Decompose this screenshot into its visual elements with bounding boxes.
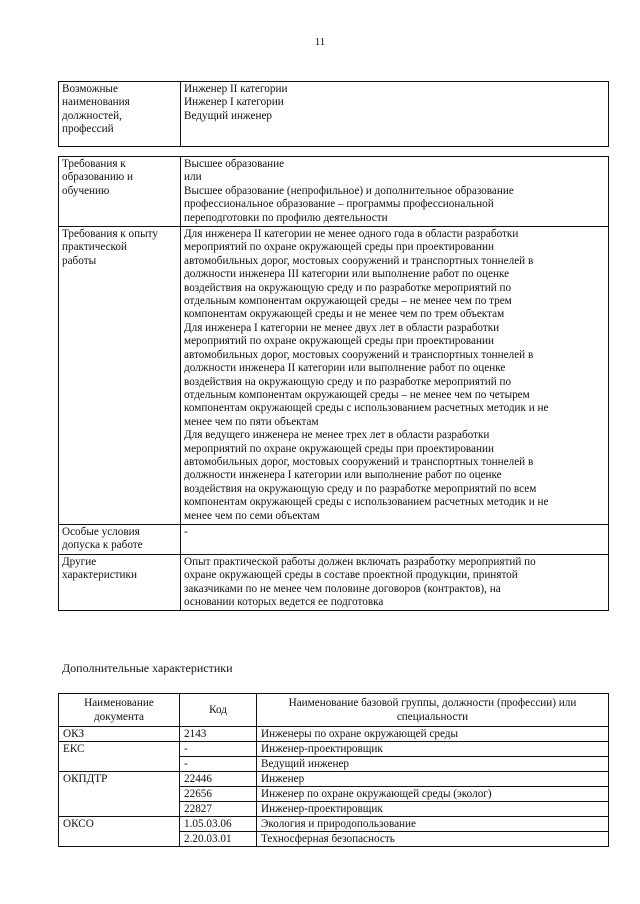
header-line: специальности [396, 711, 469, 723]
header-line: документа [93, 711, 145, 723]
label-line: Требования к [62, 158, 126, 170]
text-line: воздействия на окружающую среду и по разработке мероприятий по [184, 281, 512, 294]
code-cell: 22827 [180, 802, 257, 817]
name-cell: Техносферная безопасность [257, 832, 609, 847]
name-cell: Ведущий инженер [257, 757, 609, 772]
label-line: Требования к опыту [62, 228, 158, 241]
code-cell: - [180, 742, 257, 757]
text-line: должности инженера III категории или выполнение работ по оценке [184, 268, 510, 281]
doc-cell: ЕКС [59, 742, 180, 772]
doc-cell: ОКЗ [59, 727, 180, 742]
code-header: Код [180, 694, 257, 727]
text-line: Опыт практической работы должен включать разработку мероприятий по [184, 555, 536, 568]
label-line: характеристики [62, 569, 137, 582]
text-line: Высшее образование (непрофильное) и дополнительное образование [184, 184, 514, 197]
label-line: образованию и [62, 171, 134, 184]
additional-header-row [59, 694, 609, 727]
code-cell: 2143 [180, 727, 257, 742]
text-line: должности инженера II категории или выполнение работ по оценке [184, 362, 506, 375]
text-line: компонентам окружающей среды и не менее чем по трем объектам [184, 308, 505, 321]
experience-label [59, 227, 181, 525]
positions-label [59, 82, 181, 147]
name-cell: Инженер-проектировщик [257, 802, 609, 817]
header-line: Наименование [84, 697, 154, 709]
text-line: переподготовки по профилю деятельности [184, 211, 388, 224]
label-line: должностей, [62, 109, 122, 122]
experience-row [59, 227, 609, 525]
text-line: заказчиками по не менее чем половине договоров (контрактов), на [184, 582, 501, 595]
label-line: профессий [62, 123, 114, 136]
position-title: Инженер II категории [184, 83, 288, 95]
text-line: автомобильных дорог, мостовых сооружений и транспортных тоннелей в [184, 254, 534, 267]
text-line: отдельным компонентам окружающей среды – не менее чем по четырем [184, 388, 530, 401]
other-value [181, 554, 609, 611]
text-line: компонентам окружающей среды с использованием расчетных методик и не [184, 496, 549, 509]
code-cell: - [180, 757, 257, 772]
text-line: автомобильных дорог, мостовых сооружений и транспортных тоннелей в [184, 455, 534, 468]
positions-values [181, 82, 609, 147]
name-header [257, 694, 609, 727]
label-line: Особые условия [62, 525, 140, 538]
table-row [59, 727, 609, 742]
text-line: отдельным компонентам окружающей среды – не менее чем по трем [184, 295, 512, 308]
text-line: Высшее образование [184, 158, 285, 170]
positions-table [58, 81, 609, 147]
other-row [59, 554, 609, 611]
name-cell: Экология и природопользование [257, 817, 609, 832]
label-line: допуска к работе [62, 539, 143, 552]
text-line: должности инженера I категории или выполнение работ по оценке [184, 469, 502, 482]
additional-heading: Дополнительные характеристики [62, 661, 233, 675]
requirements-table [58, 156, 609, 611]
text-line: автомобильных дорог, мостовых сооружений и транспортных тоннелей в [184, 348, 534, 361]
page-number: 11 [314, 36, 326, 48]
text-line: компонентам окружающей среды с использованием расчетных методик и не [184, 402, 549, 415]
text-line: охране окружающей среды в составе проектной продукции, принятой [184, 569, 518, 582]
text-line: профессиональное образование – программы профессиональной [184, 198, 494, 211]
education-value [181, 157, 609, 227]
label-line: наименования [62, 96, 130, 109]
table-row [59, 817, 609, 832]
education-row [59, 157, 609, 227]
special-conditions-label [59, 524, 181, 554]
text-line: мероприятий по охране окружающей среды при проектировании [184, 335, 494, 348]
position-title: Ведущий инженер [184, 109, 273, 122]
additional-table [58, 693, 609, 847]
experience-value [181, 227, 609, 525]
education-label [59, 157, 181, 227]
special-conditions-row [59, 524, 609, 554]
text-line: менее чем по семи объектам [184, 509, 320, 522]
text-line: Для инженера II категории не менее одного года в области разработки [184, 228, 519, 241]
position-title: Инженер I категории [184, 96, 284, 109]
other-label [59, 554, 181, 611]
text-line: мероприятий по охране окружающей среды при проектировании [184, 241, 494, 254]
label-line: практической [62, 241, 127, 254]
label-line: Возможные [62, 83, 118, 95]
text-line: Для инженера I категории не менее двух лет в области разработки [184, 321, 500, 334]
code-cell: 2.20.03.01 [180, 832, 257, 847]
name-cell: Инженеры по охране окружающей среды [257, 727, 609, 742]
code-cell: 22446 [180, 772, 257, 787]
name-cell: Инженер [257, 772, 609, 787]
doc-cell: ОКПДТР [59, 772, 180, 817]
text-line: Для ведущего инженера не менее трех лет в области разработки [184, 429, 490, 442]
text-line: мероприятий по охране окружающей среды при проектировании [184, 442, 494, 455]
text-line: менее чем по пяти объектам [184, 415, 319, 428]
text-line: основании которых ведется ее подготовка [184, 596, 384, 608]
doc-header [59, 694, 180, 727]
code-cell: 1.05.03.06 [180, 817, 257, 832]
name-cell: Инженер по охране окружающей среды (эколог) [257, 787, 609, 802]
name-cell: Инженер-проектировщик [257, 742, 609, 757]
label-line: работы [62, 254, 97, 267]
positions-row [59, 82, 609, 147]
text-line: или [184, 171, 202, 184]
text-line: воздействия на окружающую среду и по разработке мероприятий по всем [184, 482, 537, 495]
special-conditions-value: - [181, 524, 609, 554]
label-line: обучению [62, 184, 110, 197]
header-line: Наименование базовой группы, должности (профессии) или [288, 697, 577, 709]
label-line: Другие [62, 555, 97, 568]
doc-cell: ОКСО [59, 817, 180, 847]
text-line: воздействия на окружающую среду и по разработке мероприятий по [184, 375, 512, 388]
table-row [59, 742, 609, 757]
code-cell: 22656 [180, 787, 257, 802]
table-row [59, 772, 609, 787]
